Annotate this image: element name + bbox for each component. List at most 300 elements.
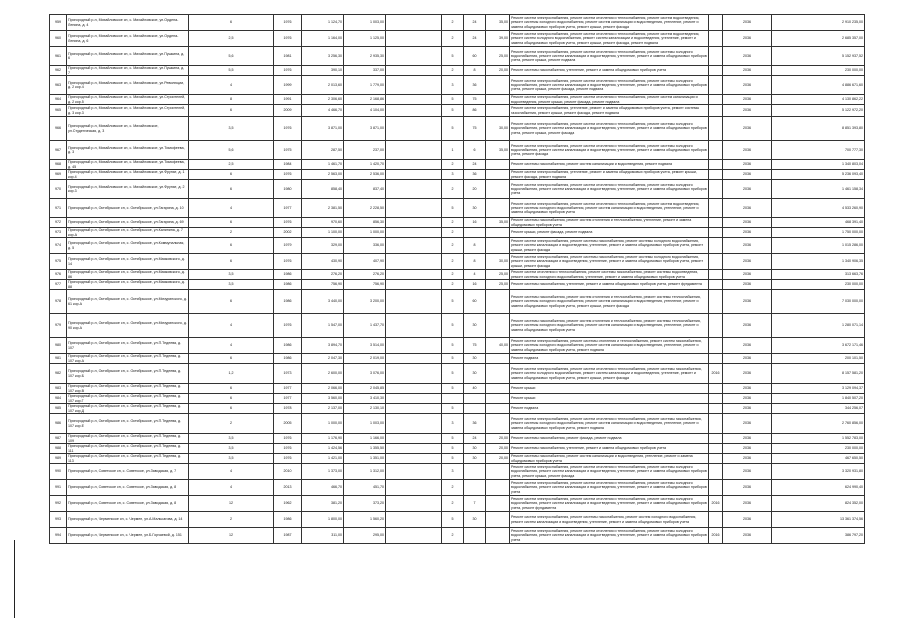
row-plan-year: 2036	[723, 444, 772, 454]
row-works: Ремонт системы газоснабжения, утепление, ремонт и замена общедомовых приборов учета, ремонт фундамента	[510, 280, 709, 290]
row-col12	[709, 141, 723, 160]
row-wear: 30,00	[486, 117, 510, 141]
row-cost: 467 650,50	[772, 454, 865, 464]
row-plan-year: 2036	[723, 31, 772, 47]
row-wear	[486, 170, 510, 180]
row-cost: 5 236 093,40	[772, 170, 865, 180]
row-area-total: 2 047,30	[302, 354, 344, 364]
row-area-living: 337,00	[344, 66, 386, 76]
row-wear: 20,00	[486, 454, 510, 464]
row-floors	[442, 394, 464, 404]
row-number: 962	[50, 66, 67, 76]
row-col7	[386, 528, 442, 544]
row-number: 977	[50, 280, 67, 290]
row-area-living: 2 935,30	[344, 47, 386, 66]
row-col12	[709, 31, 723, 47]
row-col3: 12	[189, 496, 274, 512]
table-row	[50, 280, 865, 290]
row-apartments: 8	[464, 66, 486, 76]
row-cost: 3 129 094,37	[772, 384, 865, 394]
row-address: Пригородный р-н, Михайловское сп, с. Михайловское, ул.Фрунзе, д. 2 кор.3	[67, 180, 189, 199]
row-plan-year: 2036	[723, 228, 772, 238]
row-area-total: 970,60	[302, 218, 344, 228]
row-number: 979	[50, 314, 67, 338]
row-floors: 5	[442, 117, 464, 141]
row-address: Пригородный р-н, Октябрьское сп, с. Октябрьское, ул.П.Тедеева, д. 109	[67, 434, 189, 444]
row-floors: 5	[442, 338, 464, 354]
row-area-living: 373,20	[344, 496, 386, 512]
row-apartments: 30	[464, 199, 486, 218]
row-apartments: 24	[464, 15, 486, 31]
row-col7	[386, 47, 442, 66]
row-area-living: 451,70	[344, 480, 386, 496]
margin-line	[14, 540, 15, 618]
row-wear	[486, 160, 510, 170]
row-address: Пригородный р-н, Михайловское сп, с. Михайловское, ул.Строителей, д. 3 кор.3	[67, 105, 189, 117]
row-apartments	[464, 464, 486, 480]
row-year: 1986	[274, 512, 302, 528]
row-number: 960	[50, 31, 67, 47]
row-col3: 3,5	[189, 270, 274, 280]
row-address: Пригородный р-н, Советское сп, с. Советское, ул.Заводская, д. 8	[67, 496, 189, 512]
row-area-living: 2 168,86	[344, 95, 386, 105]
row-address: Пригородный р-н, Октябрьское сп, с. Октябрьское, ул.П.Тедеева, д. 107 кор.Д	[67, 404, 189, 414]
row-plan-year: 2036	[723, 394, 772, 404]
row-year: 1986	[274, 270, 302, 280]
row-col12	[709, 404, 723, 414]
row-year: 1991	[274, 95, 302, 105]
row-col12	[709, 95, 723, 105]
row-cost: 344 256,07	[772, 404, 865, 414]
row-address: Пригородный р-н, Октябрьское сп, с. Октябрьское, ул.Коммунальная, д. 5	[67, 238, 189, 254]
row-year: 1976	[274, 434, 302, 444]
row-year: 2010	[274, 464, 302, 480]
row-wear: 25,00	[486, 280, 510, 290]
row-floors: 5	[442, 199, 464, 218]
row-wear	[486, 414, 510, 434]
row-floors: 2	[442, 254, 464, 270]
row-area-living: 1 003,00	[344, 15, 386, 31]
row-plan-year: 2036	[723, 528, 772, 544]
row-area-total: 1 176,90	[302, 434, 344, 444]
row-plan-year: 2036	[723, 105, 772, 117]
row-col7	[386, 480, 442, 496]
row-year: 1973	[274, 364, 302, 384]
row-area-total: 1 000,00	[302, 414, 344, 434]
row-apartments: 8	[464, 238, 486, 254]
row-col7	[386, 434, 442, 444]
table-row	[50, 47, 865, 66]
row-apartments: 60	[464, 290, 486, 314]
row-area-living: 336,00	[344, 238, 386, 254]
row-number: 981	[50, 354, 67, 364]
row-year: 1977	[274, 199, 302, 218]
row-address: Пригородный р-н, Октябрьское сп, с. Октябрьское, ул.П.Тедеева, д. 107 кор.А	[67, 354, 189, 364]
row-works: Ремонт системы газоснабжения, ремонт систем отопления и теплоснабжения, утепление, ремонт и замена общедомовых приборов учета	[510, 218, 709, 228]
row-works: Ремонт системы газоснабжения, ремонт фасада, ремонт подвала	[510, 434, 709, 444]
row-number: 978	[50, 290, 67, 314]
row-area-total: 381,20	[302, 496, 344, 512]
row-number: 984	[50, 394, 67, 404]
table-row	[50, 512, 865, 528]
row-year: 1981	[274, 47, 302, 66]
table-row	[50, 228, 865, 238]
row-year: 1986	[274, 354, 302, 364]
row-area-total: 3 560,00	[302, 394, 344, 404]
row-cost: 3 320 931,80	[772, 464, 865, 480]
row-wear	[486, 199, 510, 218]
row-area-total: 2 137,00	[302, 404, 344, 414]
row-year: 1987	[274, 528, 302, 544]
row-number: 991	[50, 480, 67, 496]
row-number: 959	[50, 15, 67, 31]
row-col12	[709, 160, 723, 170]
row-number: 980	[50, 338, 67, 354]
row-col12	[709, 480, 723, 496]
row-works: Ремонт систем электроснабжения, ремонт систем отопления и теплоснабжения, ремонт системы холодного водоснабжения, ремонт систем канализации и водоотведения, утепление, ремонт и замена общедомовых приборов учета, ремонт фундамента	[511, 497, 707, 510]
row-col7	[386, 238, 442, 254]
row-wear	[486, 76, 510, 95]
row-col7	[386, 31, 442, 47]
row-apartments: 75	[464, 117, 486, 141]
row-number: 983	[50, 384, 67, 394]
row-plan-year: 2036	[723, 47, 772, 66]
row-apartments	[464, 528, 486, 544]
row-plan-year: 2036	[723, 117, 772, 141]
row-plan-year: 2036	[723, 496, 772, 512]
row-floors: 5	[442, 47, 464, 66]
row-area-living: 1 003,00	[344, 414, 386, 434]
row-col7	[386, 338, 442, 354]
row-area-total: 390,10	[302, 66, 344, 76]
row-wear: 35,00	[486, 15, 510, 31]
row-area-total: 1 373,00	[302, 464, 344, 480]
row-cost: 1 340 906,35	[772, 254, 865, 270]
row-floors: 5	[442, 364, 464, 384]
row-cost: 3 672 171,46	[772, 338, 865, 354]
row-apartments	[464, 228, 486, 238]
row-year: 1977	[274, 384, 302, 394]
row-col7	[386, 76, 442, 95]
row-year: 1962	[274, 496, 302, 512]
row-works: Ремонт системы газоснабжения, ремонт систем канализации и водоотведения, утепление, ремонт и замена общедомовых приборов учета	[510, 454, 709, 464]
row-col3: 4	[189, 76, 274, 95]
row-area-living: 1 000,00	[344, 228, 386, 238]
row-col7	[386, 105, 442, 117]
row-floors: 5	[442, 354, 464, 364]
row-address: Пригородный р-н, Михайловское сп, с. Михайловское, ул.Тимофеева, д. 3	[67, 141, 189, 160]
row-col3: 6	[189, 290, 274, 314]
row-col3: 3,5	[189, 280, 274, 290]
row-col3: 4	[189, 199, 274, 218]
row-cost: 468 391,40	[772, 218, 865, 228]
row-cost: 4 886 671,60	[772, 76, 865, 95]
row-floors: 5	[442, 384, 464, 394]
row-year: 1976	[274, 218, 302, 228]
row-col3: 6	[189, 238, 274, 254]
table-row	[50, 117, 865, 141]
row-floors: 2	[442, 66, 464, 76]
row-floors: 5	[442, 105, 464, 117]
row-col12	[709, 414, 723, 434]
row-area-living: 837,40	[344, 180, 386, 199]
row-col3: 2,5	[189, 31, 274, 47]
row-apartments: 8	[464, 254, 486, 270]
row-cost: 313 663,76	[772, 270, 865, 280]
row-plan-year: 2036	[723, 404, 772, 414]
row-col3: 4	[189, 314, 274, 338]
row-plan-year: 2036	[723, 434, 772, 444]
row-works: Ремонт системы газоснабжения, утепление, ремонт и замена общедомовых приборов учета	[510, 66, 709, 76]
table-row	[50, 394, 865, 404]
table-row	[50, 15, 865, 31]
row-plan-year: 2036	[723, 454, 772, 464]
row-number: 968	[50, 160, 67, 170]
row-col3: 3,5	[189, 444, 274, 454]
table-row	[50, 31, 865, 47]
table-row	[50, 218, 865, 228]
row-col3: 6	[189, 105, 274, 117]
row-area-living: 407,90	[344, 254, 386, 270]
row-cost: 1 750 000,00	[772, 228, 865, 238]
table-row	[50, 95, 865, 105]
row-col3: 6	[189, 384, 274, 394]
row-col3: 4	[189, 464, 274, 480]
row-number: 986	[50, 414, 67, 434]
row-col12	[709, 105, 723, 117]
row-apartments: 16	[464, 280, 486, 290]
row-wear: 20,00	[486, 444, 510, 454]
row-works: Ремонт систем электроснабжения, ремонт системы газоснабжения, ремонт системы холодного водоснабжения, ремонт систем канализации и водоотведения, утепление, ремонт и замена общедомовых приборов учета, ремонт крыши, ремонт фасада	[510, 254, 709, 270]
row-area-total: 1 164,00	[302, 31, 344, 47]
row-wear	[486, 464, 510, 480]
row-area-living: 2 130,10	[344, 404, 386, 414]
table-row	[50, 270, 865, 280]
row-works: Ремонт систем электроснабжения, ремонт системы газоснабжения, ремонт системы холодного водоснабжения, ремонт систем канализации и водоотведения, утепление, ремонт и замена общедомовых приборов учета, ремонт крыши, ремонт фасада	[510, 238, 709, 254]
table-row	[50, 528, 865, 544]
row-wear	[486, 95, 510, 105]
row-col3: 4	[189, 480, 274, 496]
row-wear	[486, 238, 510, 254]
row-area-total: 2 563,00	[302, 170, 344, 180]
row-address: Пригородный р-н, Михайловское сп, с. Михайловское, ул.Революции, д. 2 кор.4	[67, 76, 189, 95]
row-col7	[386, 141, 442, 160]
row-col7	[386, 354, 442, 364]
row-year: 1986	[274, 280, 302, 290]
row-year: 1976	[274, 170, 302, 180]
row-area-living: 2 228,50	[344, 199, 386, 218]
row-plan-year: 2036	[723, 364, 772, 384]
row-area-total: 1 800,00	[302, 512, 344, 528]
row-apartments: 86	[464, 105, 486, 117]
row-cost: 4 130 862,22	[772, 95, 865, 105]
row-col12	[709, 199, 723, 218]
row-year: 2013	[274, 480, 302, 496]
row-address: Пригородный р-н, Октябрьское сп, с. Октябрьское, ул.Маяковского, д. 14	[67, 254, 189, 270]
row-year: 1980	[274, 180, 302, 199]
row-area-living: 1 312,00	[344, 464, 386, 480]
row-floors: 3	[442, 76, 464, 95]
row-floors: 5	[442, 454, 464, 464]
row-col3: 12	[189, 528, 274, 544]
table-row	[50, 170, 865, 180]
row-area-total: 1 424,56	[302, 444, 344, 454]
table-row	[50, 290, 865, 314]
row-apartments	[464, 394, 486, 404]
row-cost: 2 910 235,00	[772, 15, 865, 31]
row-col12	[709, 66, 723, 76]
row-plan-year: 2036	[723, 414, 772, 434]
row-plan-year: 2036	[723, 66, 772, 76]
row-col12	[709, 512, 723, 528]
row-year: 1978	[274, 404, 302, 414]
row-col7	[386, 254, 442, 270]
row-wear: 35,00	[486, 218, 510, 228]
row-apartments: 30	[464, 364, 486, 384]
row-area-living: 3 871,00	[344, 117, 386, 141]
row-apartments: 36	[464, 76, 486, 95]
row-area-total: 756,90	[302, 280, 344, 290]
row-col7	[386, 314, 442, 338]
row-col7	[386, 95, 442, 105]
row-number: 976	[50, 270, 67, 280]
row-address: Пригородный р-н, Черменское сп, с. Чермен, ул.Б.Горчаевой, д. 151	[67, 528, 189, 544]
row-col12	[709, 238, 723, 254]
row-floors: 2	[442, 31, 464, 47]
row-col3: 3,5	[189, 434, 274, 444]
row-wear	[486, 404, 510, 414]
row-area-total: 466,70	[302, 480, 344, 496]
row-address: Пригородный р-н, Советское сп, с. Советское, ул.Заводская, д. 8	[67, 480, 189, 496]
row-works: Ремонт систем отопления и теплоснабжения, ремонт системы газоснабжения, ремонт системы водоотведения, ремонт системы холодного водоснабжения, утепление, ремонт и замена общедомовых приборов учета	[510, 270, 709, 280]
row-col12	[709, 228, 723, 238]
row-plan-year: 2036	[723, 15, 772, 31]
row-plan-year: 2036	[723, 199, 772, 218]
row-year: 1976	[274, 314, 302, 338]
row-number: 967	[50, 141, 67, 160]
row-address: Пригородный р-н, Михайловское сп, с. Михайловское, ул.Тимофеева, д. 45	[67, 160, 189, 170]
table-row	[50, 254, 865, 270]
row-col12	[709, 354, 723, 364]
table-row	[50, 454, 865, 464]
row-apartments: 20	[464, 180, 486, 199]
row-cost: 4 533 260,90	[772, 199, 865, 218]
row-address: Пригородный р-н, Советское сп, с. Советское, ул.Заводская, д. 7	[67, 464, 189, 480]
row-floors: 2	[442, 528, 464, 544]
row-floors: 1	[442, 141, 464, 160]
row-year: 2002	[274, 228, 302, 238]
row-apartments: 36	[464, 170, 486, 180]
table-row	[50, 199, 865, 218]
table-row	[50, 141, 865, 160]
row-area-total: 3 894,70	[302, 338, 344, 354]
row-works: Ремонт систем электроснабжения, ремонт систем отопления и теплоснабжения, ремонт системы холодного водоснабжения, ремонт систем канализации и водоотведения, утепление, ремонт и замена общедомовых приборов учета, ремонт крыши, ремонт фасада	[510, 117, 709, 141]
row-number: 975	[50, 254, 67, 270]
row-col12	[709, 76, 723, 95]
row-number: 964	[50, 95, 67, 105]
row-col12	[709, 47, 723, 66]
row-wear	[486, 364, 510, 384]
row-cost: 230 000,00	[772, 280, 865, 290]
row-address: Пригородный р-н, Октябрьское сп, с. Октябрьское, ул.Калинина, д. 7 кор.А	[67, 228, 189, 238]
row-cost: 8 851 393,80	[772, 117, 865, 141]
row-cost: 13 361 374,56	[772, 512, 865, 528]
table-row	[50, 464, 865, 480]
row-floors: 2	[442, 180, 464, 199]
row-cost: 1 552 783,00	[772, 434, 865, 444]
row-works: Ремонт системы газоснабжения, утепление, ремонт и замена общедомовых приборов учета	[510, 444, 709, 454]
row-wear: 20,00	[486, 66, 510, 76]
row-area-total: 311,00	[302, 528, 344, 544]
row-wear	[486, 480, 510, 496]
row-area-living: 276,20	[344, 270, 386, 280]
row-cost: 2 685 357,00	[772, 31, 865, 47]
row-floors: 2	[442, 160, 464, 170]
row-col7	[386, 496, 442, 512]
row-area-total: 276,20	[302, 270, 344, 280]
row-col3: 3,5	[189, 117, 274, 141]
row-apartments: 30	[464, 444, 486, 454]
row-plan-year: 2036	[723, 270, 772, 280]
row-plan-year: 2036	[723, 218, 772, 228]
row-plan-year: 2036	[723, 464, 772, 480]
row-floors: 5	[442, 314, 464, 338]
row-address: Пригородный р-н, Михайловское сп, с. Михайловское, ул.Пушкина, д. 7	[67, 66, 189, 76]
row-area-living: 1 166,00	[344, 434, 386, 444]
row-plan-year: 2036	[723, 314, 772, 338]
row-number: 992	[50, 496, 67, 512]
housing-repair-table	[49, 14, 865, 544]
row-col12	[709, 338, 723, 354]
row-apartments: 75	[464, 338, 486, 354]
row-address: Пригородный р-н, Октябрьское сп, с. Октябрьское, ул.Маяковского, д. 88	[67, 280, 189, 290]
row-works: Ремонт систем электроснабжения, ремонт систем отопления и теплоснабжения, ремонт систем водоотведения, ремонт систем холодного водоснабжения, ремонт систем канализации и водоотведения, утепление, ремонт и замена общедомовых приборов учета, ремонт крыши, ремонт фасада, ремонт подвала	[510, 31, 709, 47]
row-col12	[709, 434, 723, 444]
row-year: 1999	[274, 76, 302, 95]
row-area-living: 2 045,85	[344, 384, 386, 394]
row-cost: 5 122 972,20	[772, 105, 865, 117]
row-col7	[386, 290, 442, 314]
row-floors: 3	[442, 464, 464, 480]
row-number: 987	[50, 434, 67, 444]
row-col7	[386, 218, 442, 228]
row-address: Пригородный р-н, Октябрьское сп, с. Октябрьское, ул.Маяковского, д. 86	[67, 270, 189, 280]
row-col12: 2016	[709, 528, 723, 544]
row-floors: 2	[442, 15, 464, 31]
row-col3: 6	[189, 15, 274, 31]
row-works: Ремонт систем электроснабжения, ремонт систем отопления и теплоснабжения, ремонт системы холодного водоснабжения, ремонт систем канализации и водоотведения, утепление, ремонт и замена общедомовых приборов учета, ремонт крыши, ремонт фасада	[511, 465, 707, 478]
row-number: 985	[50, 404, 67, 414]
row-wear	[486, 314, 510, 338]
row-col7	[386, 160, 442, 170]
row-address: Пригородный р-н, Октябрьское сп, с. Октябрьское, ул.П.Тедеева, д. 107 кор.Е	[67, 414, 189, 434]
row-works: Ремонт систем электроснабжения, ремонт систем отопления и теплоснабжения, ремонт системы газоснабжения, ремонт системы холодного водоснабжения, ремонт систем канализации и водоотведения, утепление, ремонт и замена общедомовых приборов учета, ремонт подвала	[510, 414, 709, 434]
row-apartments: 40	[464, 384, 486, 394]
row-cost: 824 352,00	[772, 496, 865, 512]
row-apartments: 4	[464, 270, 486, 280]
row-col12	[709, 218, 723, 228]
row-year: 1976	[274, 66, 302, 76]
table-row	[50, 414, 865, 434]
row-cost: 5 152 937,52	[772, 47, 865, 66]
row-number: 993	[50, 512, 67, 528]
row-col7	[386, 170, 442, 180]
table-row	[50, 160, 865, 170]
row-year: 1986	[274, 290, 302, 314]
row-apartments: 36	[464, 414, 486, 434]
row-wear	[486, 384, 510, 394]
row-works: Ремонт крыши, ремонт фасада, ремонт подвала	[510, 228, 709, 238]
